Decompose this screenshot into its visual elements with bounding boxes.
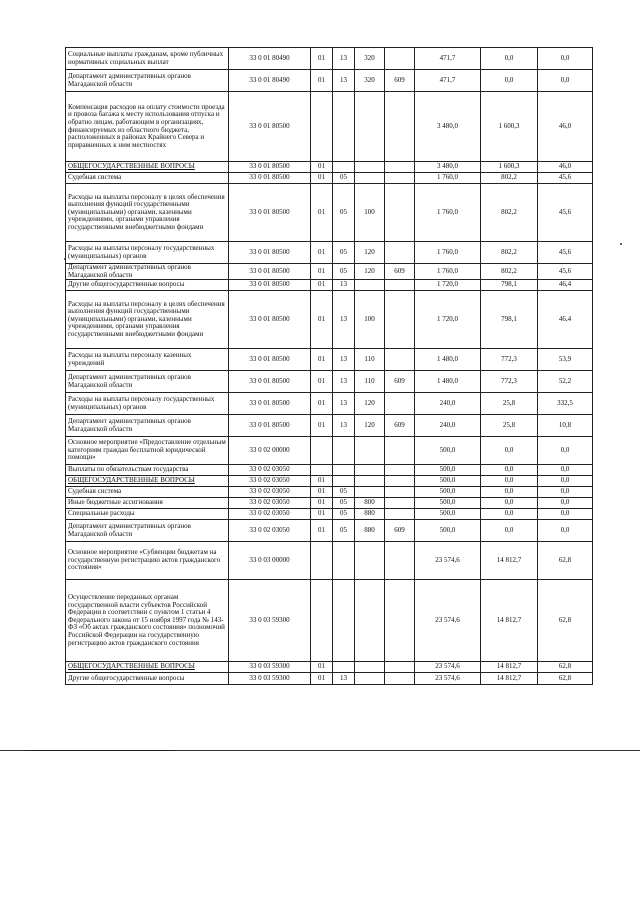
table-row (66, 173, 593, 184)
row-execution-percent: 0,0 (538, 509, 593, 520)
row-expense-type-code: 120 (355, 264, 385, 280)
row-subsection-code: 13 (333, 393, 355, 415)
row-plan-amount: 471,7 (415, 48, 481, 70)
row-expense-type-code (355, 662, 385, 673)
row-actual-amount: 0,0 (481, 70, 538, 92)
row-name: Департамент административных органов Магаданской области (66, 371, 229, 393)
row-plan-amount: 471,7 (415, 70, 481, 92)
row-name: ОБЩЕГОСУДАРСТВЕННЫЕ ВОПРОСЫ (66, 476, 229, 487)
table-row (66, 264, 593, 280)
row-actual-amount: 0,0 (481, 498, 538, 509)
table-body (66, 48, 593, 685)
row-subsection-code: 05 (333, 264, 355, 280)
row-csr-code: 33 0 02 03050 (229, 476, 311, 487)
row-grbs-code (385, 465, 415, 476)
row-name: Департамент административных органов Магаданской области (66, 264, 229, 280)
row-plan-amount: 500,0 (415, 520, 481, 542)
row-actual-amount: 0,0 (481, 437, 538, 465)
row-grbs-code (385, 487, 415, 498)
row-csr-code: 33 0 02 03050 (229, 520, 311, 542)
row-actual-amount: 14 812,7 (481, 662, 538, 673)
row-grbs-code: 609 (385, 415, 415, 437)
row-execution-percent: 46,4 (538, 280, 593, 291)
row-grbs-code: 609 (385, 70, 415, 92)
row-actual-amount: 14 812,7 (481, 580, 538, 662)
row-actual-amount: 798,1 (481, 291, 538, 349)
row-actual-amount: 802,2 (481, 184, 538, 242)
row-plan-amount: 240,0 (415, 415, 481, 437)
row-actual-amount: 798,1 (481, 280, 538, 291)
row-expense-type-code (355, 476, 385, 487)
row-section-code: 01 (311, 673, 333, 685)
row-grbs-code (385, 437, 415, 465)
row-name: Иные бюджетные ассигнования (66, 498, 229, 509)
row-section-code: 01 (311, 415, 333, 437)
row-execution-percent: 46,0 (538, 162, 593, 173)
table-row (66, 498, 593, 509)
row-subsection-code: 05 (333, 184, 355, 242)
row-csr-code: 33 0 03 00000 (229, 542, 311, 580)
row-subsection-code: 13 (333, 48, 355, 70)
row-expense-type-code (355, 280, 385, 291)
row-grbs-code (385, 673, 415, 685)
row-actual-amount: 0,0 (481, 520, 538, 542)
row-section-code: 01 (311, 184, 333, 242)
row-name: Департамент административных органов Магаданской области (66, 415, 229, 437)
row-subsection-code (333, 437, 355, 465)
row-plan-amount: 1 720,0 (415, 280, 481, 291)
row-expense-type-code: 120 (355, 393, 385, 415)
row-name: ОБЩЕГОСУДАРСТВЕННЫЕ ВОПРОСЫ (66, 662, 229, 673)
row-expense-type-code (355, 580, 385, 662)
row-grbs-code (385, 184, 415, 242)
row-execution-percent: 46,4 (538, 291, 593, 349)
row-section-code (311, 465, 333, 476)
row-name: Департамент административных органов Магаданской области (66, 520, 229, 542)
row-csr-code: 33 0 02 03050 (229, 498, 311, 509)
row-plan-amount: 1 480,0 (415, 349, 481, 371)
row-execution-percent: 0,0 (538, 520, 593, 542)
row-expense-type-code: 320 (355, 70, 385, 92)
row-name: Выплаты по обязательствам государства (66, 465, 229, 476)
row-subsection-code (333, 465, 355, 476)
row-name: Расходы на выплаты персоналу в целях обеспечения выполнения функций государственными (муниципальными) органами, казенными учреждениями, органами управления государственными внебюджетными фондами (66, 291, 229, 349)
row-section-code: 01 (311, 662, 333, 673)
row-name: Расходы на выплаты персоналу в целях обеспечения выполнения функций государственными (муниципальными) органами, казенными учреждениями, органами управления государственными внебюджетными фондами (66, 184, 229, 242)
row-csr-code: 33 0 01 80500 (229, 371, 311, 393)
row-grbs-code (385, 498, 415, 509)
row-execution-percent: 0,0 (538, 48, 593, 70)
row-csr-code: 33 0 03 59300 (229, 673, 311, 685)
row-csr-code: 33 0 01 80500 (229, 242, 311, 264)
row-name: Департамент административных органов Магаданской области (66, 70, 229, 92)
row-csr-code: 33 0 02 03050 (229, 509, 311, 520)
row-plan-amount: 23 574,6 (415, 662, 481, 673)
row-grbs-code (385, 509, 415, 520)
row-csr-code: 33 0 02 00000 (229, 437, 311, 465)
table-row (66, 280, 593, 291)
row-section-code: 01 (311, 162, 333, 173)
row-subsection-code: 05 (333, 498, 355, 509)
row-actual-amount: 0,0 (481, 509, 538, 520)
table-row (66, 184, 593, 242)
row-csr-code: 33 0 01 80500 (229, 291, 311, 349)
row-csr-code: 33 0 03 59300 (229, 662, 311, 673)
row-plan-amount: 1 760,0 (415, 242, 481, 264)
row-section-code: 01 (311, 393, 333, 415)
row-grbs-code (385, 173, 415, 184)
row-section-code: 01 (311, 242, 333, 264)
row-csr-code: 33 0 01 80500 (229, 184, 311, 242)
row-name: Расходы на выплаты персоналу государственных (муниципальных) органов (66, 393, 229, 415)
table-row (66, 509, 593, 520)
row-subsection-code: 13 (333, 371, 355, 393)
table-row (66, 291, 593, 349)
row-execution-percent: 62,8 (538, 542, 593, 580)
row-expense-type-code: 100 (355, 184, 385, 242)
row-actual-amount: 0,0 (481, 48, 538, 70)
row-plan-amount: 1 480,0 (415, 371, 481, 393)
row-subsection-code: 05 (333, 173, 355, 184)
table-row (66, 393, 593, 415)
row-execution-percent: 45,6 (538, 264, 593, 280)
row-execution-percent: 45,6 (538, 173, 593, 184)
row-plan-amount: 1 720,0 (415, 291, 481, 349)
row-actual-amount: 1 600,3 (481, 162, 538, 173)
row-grbs-code (385, 542, 415, 580)
row-expense-type-code: 110 (355, 349, 385, 371)
row-plan-amount: 500,0 (415, 509, 481, 520)
table-row (66, 70, 593, 92)
row-execution-percent: 46,0 (538, 92, 593, 162)
table-row (66, 349, 593, 371)
row-subsection-code: 05 (333, 242, 355, 264)
scan-speck (620, 243, 622, 245)
row-csr-code: 33 0 02 03050 (229, 487, 311, 498)
row-plan-amount: 500,0 (415, 498, 481, 509)
row-subsection-code: 05 (333, 487, 355, 498)
row-name: Специальные расходы (66, 509, 229, 520)
row-section-code: 01 (311, 48, 333, 70)
row-subsection-code (333, 580, 355, 662)
row-execution-percent: 62,8 (538, 662, 593, 673)
row-execution-percent: 0,0 (538, 487, 593, 498)
row-subsection-code (333, 542, 355, 580)
row-grbs-code (385, 162, 415, 173)
row-actual-amount: 772,3 (481, 349, 538, 371)
table-row (66, 487, 593, 498)
row-section-code: 01 (311, 520, 333, 542)
row-plan-amount: 23 574,6 (415, 580, 481, 662)
row-plan-amount: 240,0 (415, 393, 481, 415)
row-expense-type-code (355, 162, 385, 173)
row-execution-percent: 62,8 (538, 673, 593, 685)
row-actual-amount: 772,3 (481, 371, 538, 393)
bottom-divider-heavy (25, 750, 175, 751)
row-name: Осуществление переданных органам государственной власти субъектов Российской Федерации в соответствии с пунктом 1 статьи 4 Федерального закона от 15 ноября 1997 года № 143-ФЗ «Об актах гражданского состояния» полномочий Российской Федерации на государственную регистрацию актов гражданского состояния (66, 580, 229, 662)
row-section-code (311, 580, 333, 662)
row-execution-percent: 0,0 (538, 437, 593, 465)
row-name: Другие общегосударственные вопросы (66, 280, 229, 291)
row-section-code (311, 437, 333, 465)
row-plan-amount: 3 480,0 (415, 92, 481, 162)
row-section-code: 01 (311, 291, 333, 349)
row-subsection-code (333, 92, 355, 162)
row-actual-amount: 1 600,3 (481, 92, 538, 162)
row-subsection-code: 13 (333, 349, 355, 371)
row-execution-percent: 62,8 (538, 580, 593, 662)
table-row (66, 437, 593, 465)
row-expense-type-code: 120 (355, 242, 385, 264)
row-grbs-code (385, 291, 415, 349)
table-row (66, 662, 593, 673)
row-grbs-code (385, 280, 415, 291)
row-section-code: 01 (311, 476, 333, 487)
row-expense-type-code (355, 673, 385, 685)
row-section-code: 01 (311, 509, 333, 520)
row-section-code: 01 (311, 280, 333, 291)
row-execution-percent: 332,5 (538, 393, 593, 415)
row-plan-amount: 500,0 (415, 476, 481, 487)
row-csr-code: 33 0 01 80500 (229, 173, 311, 184)
row-subsection-code: 13 (333, 673, 355, 685)
budget-table (65, 47, 593, 685)
table-row (66, 476, 593, 487)
row-grbs-code: 609 (385, 371, 415, 393)
row-subsection-code (333, 662, 355, 673)
row-grbs-code (385, 662, 415, 673)
row-expense-type-code: 880 (355, 520, 385, 542)
row-section-code: 01 (311, 70, 333, 92)
row-plan-amount: 3 480,0 (415, 162, 481, 173)
row-section-code: 01 (311, 498, 333, 509)
row-section-code (311, 542, 333, 580)
row-execution-percent: 45,6 (538, 184, 593, 242)
row-actual-amount: 14 812,7 (481, 673, 538, 685)
table-row (66, 92, 593, 162)
row-expense-type-code (355, 173, 385, 184)
row-actual-amount: 0,0 (481, 476, 538, 487)
row-subsection-code: 13 (333, 280, 355, 291)
row-actual-amount: 802,2 (481, 264, 538, 280)
row-expense-type-code: 320 (355, 48, 385, 70)
row-execution-percent: 45,6 (538, 242, 593, 264)
row-csr-code: 33 0 02 03050 (229, 465, 311, 476)
row-name: Социальные выплаты гражданам, кроме публичных нормативных социальных выплат (66, 48, 229, 70)
row-plan-amount: 1 760,0 (415, 184, 481, 242)
row-csr-code: 33 0 01 80500 (229, 280, 311, 291)
row-expense-type-code: 100 (355, 291, 385, 349)
table-row (66, 580, 593, 662)
scan-speck (64, 258, 66, 260)
row-section-code (311, 92, 333, 162)
row-expense-type-code (355, 465, 385, 476)
row-csr-code: 33 0 03 59300 (229, 580, 311, 662)
row-csr-code: 33 0 01 80500 (229, 92, 311, 162)
row-grbs-code (385, 349, 415, 371)
row-name: ОБЩЕГОСУДАРСТВЕННЫЕ ВОПРОСЫ (66, 162, 229, 173)
row-execution-percent: 0,0 (538, 70, 593, 92)
row-name: Основное мероприятие «Предоставление отдельным категориям граждан бесплатной юридической помощи» (66, 437, 229, 465)
row-actual-amount: 0,0 (481, 465, 538, 476)
row-expense-type-code: 110 (355, 371, 385, 393)
row-plan-amount: 500,0 (415, 487, 481, 498)
row-subsection-code: 13 (333, 70, 355, 92)
row-grbs-code (385, 393, 415, 415)
row-execution-percent: 0,0 (538, 476, 593, 487)
row-name: Расходы на выплаты персоналу казенных учреждений (66, 349, 229, 371)
row-expense-type-code (355, 437, 385, 465)
row-expense-type-code: 880 (355, 509, 385, 520)
row-actual-amount: 0,0 (481, 487, 538, 498)
row-subsection-code (333, 476, 355, 487)
row-plan-amount: 23 574,6 (415, 673, 481, 685)
row-plan-amount: 500,0 (415, 465, 481, 476)
row-subsection-code (333, 162, 355, 173)
row-section-code: 01 (311, 349, 333, 371)
row-grbs-code: 609 (385, 264, 415, 280)
row-subsection-code: 05 (333, 520, 355, 542)
row-csr-code: 33 0 01 80500 (229, 415, 311, 437)
row-subsection-code: 05 (333, 509, 355, 520)
row-csr-code: 33 0 01 80490 (229, 48, 311, 70)
row-grbs-code: 609 (385, 520, 415, 542)
row-plan-amount: 500,0 (415, 437, 481, 465)
row-section-code: 01 (311, 371, 333, 393)
row-name: Компенсация расходов на оплату стоимости проезда и провоза багажа к месту использования отпуска и обратно лицам, работающим в организациях, финансируемых из областного бюджета, расположенных в районах Крайнего Севера и приравненных к ним местностях (66, 92, 229, 162)
row-plan-amount: 1 760,0 (415, 173, 481, 184)
row-csr-code: 33 0 01 80490 (229, 70, 311, 92)
row-plan-amount: 1 760,0 (415, 264, 481, 280)
row-csr-code: 33 0 01 80500 (229, 349, 311, 371)
row-section-code: 01 (311, 487, 333, 498)
row-actual-amount: 802,2 (481, 173, 538, 184)
table-row (66, 542, 593, 580)
row-actual-amount: 25,8 (481, 393, 538, 415)
row-section-code: 01 (311, 173, 333, 184)
row-csr-code: 33 0 01 80500 (229, 162, 311, 173)
table-row (66, 162, 593, 173)
table-row (66, 371, 593, 393)
row-execution-percent: 0,0 (538, 498, 593, 509)
row-execution-percent: 53,9 (538, 349, 593, 371)
row-subsection-code: 13 (333, 291, 355, 349)
row-actual-amount: 802,2 (481, 242, 538, 264)
row-actual-amount: 14 812,7 (481, 542, 538, 580)
table-row (66, 242, 593, 264)
row-grbs-code (385, 92, 415, 162)
table-row (66, 415, 593, 437)
row-name: Основное мероприятие «Субвенции бюджетам на государственную регистрацию актов гражданского состояния» (66, 542, 229, 580)
row-csr-code: 33 0 01 80500 (229, 264, 311, 280)
row-expense-type-code: 800 (355, 498, 385, 509)
row-actual-amount: 25,8 (481, 415, 538, 437)
row-expense-type-code (355, 92, 385, 162)
table-row (66, 673, 593, 685)
row-execution-percent: 10,8 (538, 415, 593, 437)
row-section-code: 01 (311, 264, 333, 280)
row-execution-percent: 0,0 (538, 465, 593, 476)
row-grbs-code (385, 242, 415, 264)
row-expense-type-code: 120 (355, 415, 385, 437)
row-expense-type-code (355, 487, 385, 498)
row-grbs-code (385, 48, 415, 70)
row-subsection-code: 13 (333, 415, 355, 437)
row-grbs-code (385, 580, 415, 662)
row-name: Судебная система (66, 487, 229, 498)
row-name: Расходы на выплаты персоналу государственных (муниципальных) органов (66, 242, 229, 264)
table-row (66, 465, 593, 476)
table-row (66, 520, 593, 542)
row-csr-code: 33 0 01 80500 (229, 393, 311, 415)
row-plan-amount: 23 574,6 (415, 542, 481, 580)
row-name: Судебная система (66, 173, 229, 184)
row-expense-type-code (355, 542, 385, 580)
row-execution-percent: 52,2 (538, 371, 593, 393)
row-name: Другие общегосударственные вопросы (66, 673, 229, 685)
row-grbs-code (385, 476, 415, 487)
table-row (66, 48, 593, 70)
